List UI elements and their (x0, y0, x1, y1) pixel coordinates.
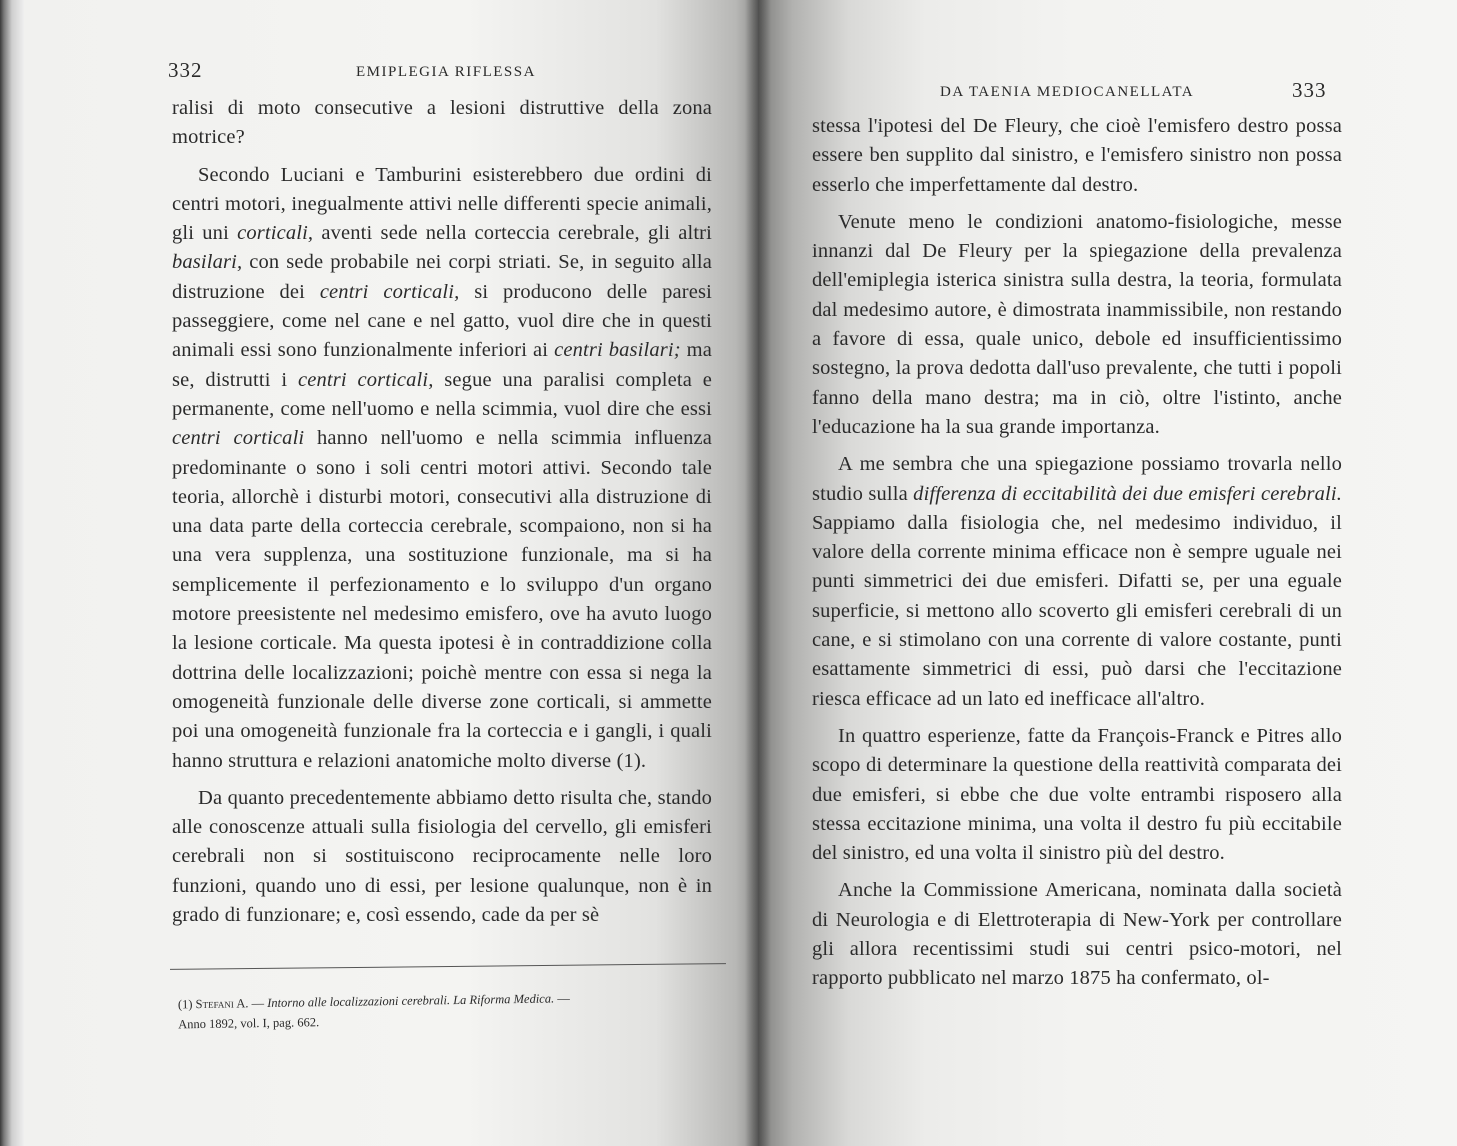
text-segment: aventi sede nella corteccia cerebrale, gli altri (313, 222, 712, 245)
italic-text-segment: differenza di eccitabilità dei due emisferi cerebrali. (913, 482, 1342, 505)
binding-edge (0, 0, 24, 1146)
text-segment: segue una paralisi completa e permanente, come nell'uomo e nella scimmia, vuol dire che essi (172, 368, 712, 420)
text-segment: Venute meno le condizioni anatomo-fisiologiche, messe innanzi dal De Fleury per la spiegazione della prevalenza dell'emiplegia isterica sinistra sulla destra, la teoria, formulata dal medesimo autore, è dimostrata inammissibile, non restando a favore di essa, quale unico, debole ed insufficientissimo sostegno, la prova dedotta dall'uso prevalente, che tutti i popoli fanno della mano destra; ma in ciò, oltre l'istinto, anche l'educazione ha la sua grande importanza. (812, 210, 1342, 438)
italic-text-segment: corticali, (237, 222, 314, 245)
text-segment: In quattro esperienze, fatte da François-Franck e Pitres allo scopo di determinare la questione della reattività comparata dei due emisferi, si ebbe che due volte entrambi risposero alla stessa eccitazione minima, una volta il destro fu più eccitabile del sinistro, ed una volta il sinistro più del destro. (812, 724, 1342, 865)
italic-text-segment: centri corticali (172, 427, 305, 450)
text-segment: ralisi di moto consecutive a lesioni distruttive della zona motrice? (172, 97, 712, 149)
text-segment: Sappiamo dalla fisiologia che, nel medesimo individuo, il valore della corrente minima efficace non è sempre uguale nei punti simmetrici dei due emisferi. Difatti se, per una eguale superficie, si mettono allo scoverto gli emisferi cerebrali di un cane, e si stimolano con una corrente di valore costante, punti esattamente simmetrici di essi, può darsi che l'eccitazione riesca efficace ad un lato ed inefficace all'altro. (812, 511, 1342, 710)
text-segment: A me sembra che una spiegazione possiamo trovarla nello studio sulla (812, 453, 1342, 505)
text-segment: Anche la Commissione Americana, nominata dalla società di Neurologia e di Elettroterapia di New-York per controllare gli allora recentissimi studi sui centri psico-motori, nel rapporto pubblicato nel marzo 1875 ha confermato, ol- (812, 879, 1342, 990)
footnote-dash: — (248, 995, 268, 1011)
text-segment: Secondo Luciani e Tamburini esisterebbero due ordini di centri motori, inegualmente attivi nelle differenti specie animali, gli uni (172, 163, 712, 245)
text-segment: con sede probabile nei corpi striati. Se, in seguito alla distruzione dei (172, 251, 712, 303)
left-page-paragraph (172, 784, 712, 930)
left-body-text (172, 94, 712, 938)
text-segment: si producono delle paresi passeggiere, come nel cane e nel gatto, vuol dire che in questi animali essi sono funzionalmente inferiori ai (172, 280, 712, 362)
right-page-paragraph (812, 876, 1342, 993)
right-page-paragraph (812, 450, 1342, 714)
text-segment: Da quanto precedentemente abbiamo detto risulta che, stando alle conoscenze attuali sulla fisiologia del cervello, gli emisferi cerebrali non si sostituiscono reciprocamente nelle loro funzioni, quando uno di essi, per lesione qualunque, non è in grado di funzionare; e, così essendo, cade da per sè (172, 786, 712, 927)
right-page-paragraph (812, 722, 1342, 868)
right-running-head: DA TAENIA MEDIOCANELLATA (940, 84, 1195, 100)
text-segment: ma se, distrutti i (172, 339, 713, 391)
right-body-text (812, 112, 1342, 1002)
right-page-number: 333 (1292, 78, 1327, 102)
footnote-citation: Anno 1892, vol. I, pag. 662. (178, 1015, 320, 1032)
right-page-paragraph (812, 112, 1342, 200)
italic-text-segment: basilari, (172, 251, 243, 274)
italic-text-segment: centri corticali, (319, 280, 460, 303)
left-page-paragraph (172, 94, 712, 153)
footnote-trailing: — (554, 991, 570, 1006)
italic-text-segment: centri corticali, (297, 368, 434, 391)
text-segment: hanno nell'uomo e nella scimmia influenza predominante o sono i soli centri motori attivi. Secondo tale teoria, allorchè i disturbi motori, consecutivi alla distruzione di una data parte della corteccia cerebrale, scompaiono, non si ha una vera supplenza, una sostituzione funzionale, ma si ha semplicemente il perfezionamento e lo sviluppo d'un organo motore preesistente nel medesimo emisfero, ove ha avuto luogo la lesione corticale. Ma questa ipotesi è in contraddizione colla dottrina delle localizzazioni; poichè mentre con essa si nega la omogeneità funzionale delle diverse zone corticali, si ammette poi una omogeneità funzionale fra la corteccia e i gangli, i quali hanno struttura e relazioni anatomiche molto diverse (1). (172, 427, 712, 772)
footnote-marker: (1) (177, 997, 193, 1012)
right-page-paragraph (812, 208, 1342, 442)
text-segment: stessa l'ipotesi del De Fleury, che cioè l'emisfero destro possa essere ben supplito dal sinistro, e l'emisfero sinistro non possa esserlo che imperfettamente dal destro. (812, 115, 1342, 196)
book-gutter (745, 0, 771, 1146)
footnote-title: Intorno alle localizzazioni cerebrali. La Riforma Medica. (267, 991, 555, 1010)
left-page-paragraph (172, 161, 712, 776)
italic-text-segment: centri basilari; (554, 339, 681, 362)
footnote-author: Stefani A. (195, 996, 249, 1012)
left-page-number: 332 (168, 58, 203, 82)
left-running-head: EMIPLEGIA RIFLESSA (356, 64, 536, 80)
